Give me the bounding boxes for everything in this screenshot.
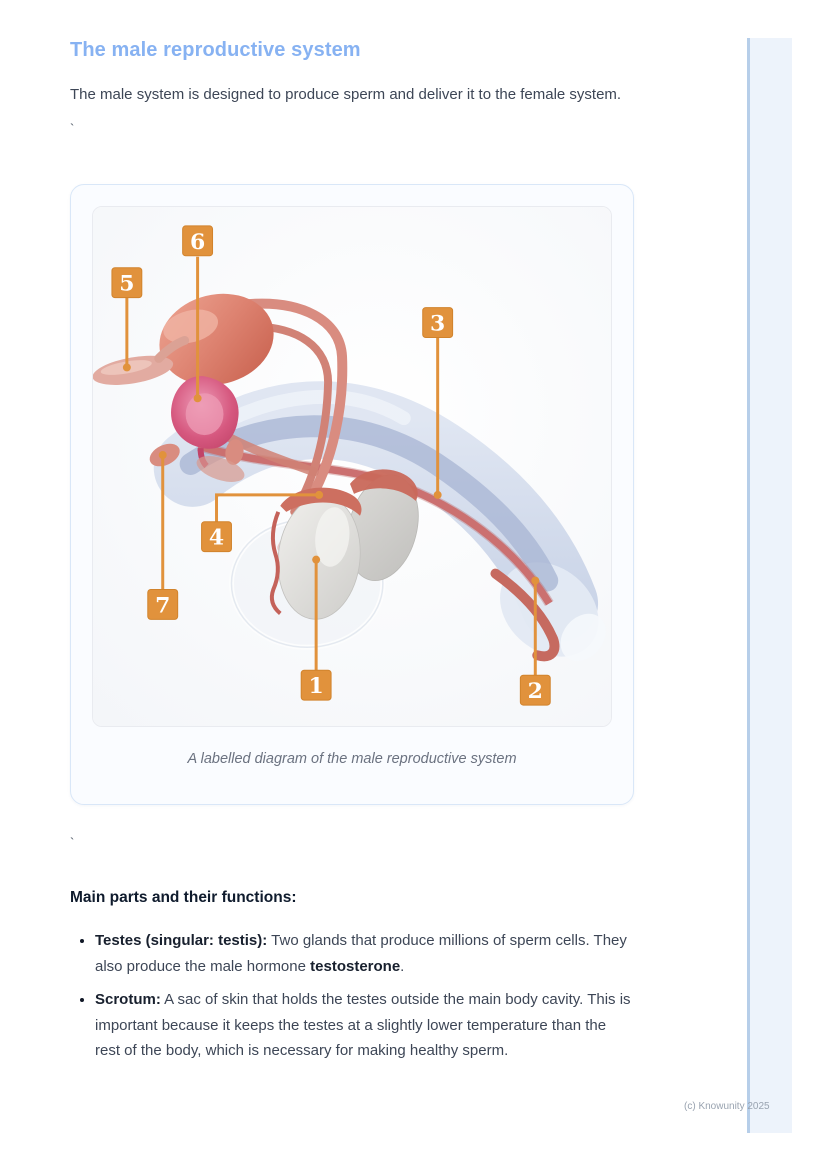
- bullet-term: testosterone: [310, 957, 401, 975]
- figure-label-7: [148, 590, 178, 620]
- document-page: [70, 0, 634, 1064]
- anatomy-diagram: [93, 207, 611, 726]
- svg-text:4: 4: [208, 524, 225, 551]
- figure-label-6: [183, 226, 213, 256]
- bullet-text: Two glands that produce millions of sperm cells. They also produce the male hormone: [95, 932, 627, 975]
- figure-image: [92, 206, 612, 727]
- page-title: The male reproductive system: [70, 39, 361, 61]
- svg-text:1: 1: [308, 673, 324, 700]
- figure-caption: A labelled diagram of the male reproductive system: [187, 751, 517, 767]
- watermark: (c) Knowunity 2025: [684, 1101, 770, 1112]
- bullet-text: A sac of skin that holds the testes outside the main body cavity. This is important because it keeps the testes at a slightly lower temperature than the rest of the body, which is necessary for making healthy sperm.: [95, 991, 631, 1059]
- figure-label-2: [520, 675, 550, 705]
- svg-text:5: 5: [119, 270, 135, 297]
- list-item: [95, 987, 634, 1064]
- figure-label-1: [301, 670, 331, 700]
- intro-paragraph: The male system is designed to produce sperm and deliver it to the female system.: [70, 86, 622, 103]
- svg-text:3: 3: [430, 310, 446, 337]
- figure-label-5: [112, 268, 142, 298]
- svg-text:7: 7: [155, 592, 171, 619]
- figure-label-3: [423, 308, 453, 338]
- bullet-text: .: [400, 957, 405, 975]
- parts-list: [70, 928, 634, 1064]
- bullet-term: Scrotum:: [95, 991, 161, 1008]
- parts-heading: Main parts and their functions:: [70, 889, 297, 906]
- svg-text:6: 6: [189, 228, 206, 255]
- figure-label-4: [202, 522, 232, 552]
- list-item: [95, 928, 634, 979]
- svg-text:2: 2: [527, 678, 543, 705]
- figure-card: [70, 184, 634, 805]
- bullet-term: Testes (singular: testis):: [95, 932, 268, 949]
- stray-backtick-2: `: [70, 835, 75, 850]
- stray-backtick-1: `: [70, 121, 75, 136]
- scrollbar[interactable]: [747, 38, 792, 1133]
